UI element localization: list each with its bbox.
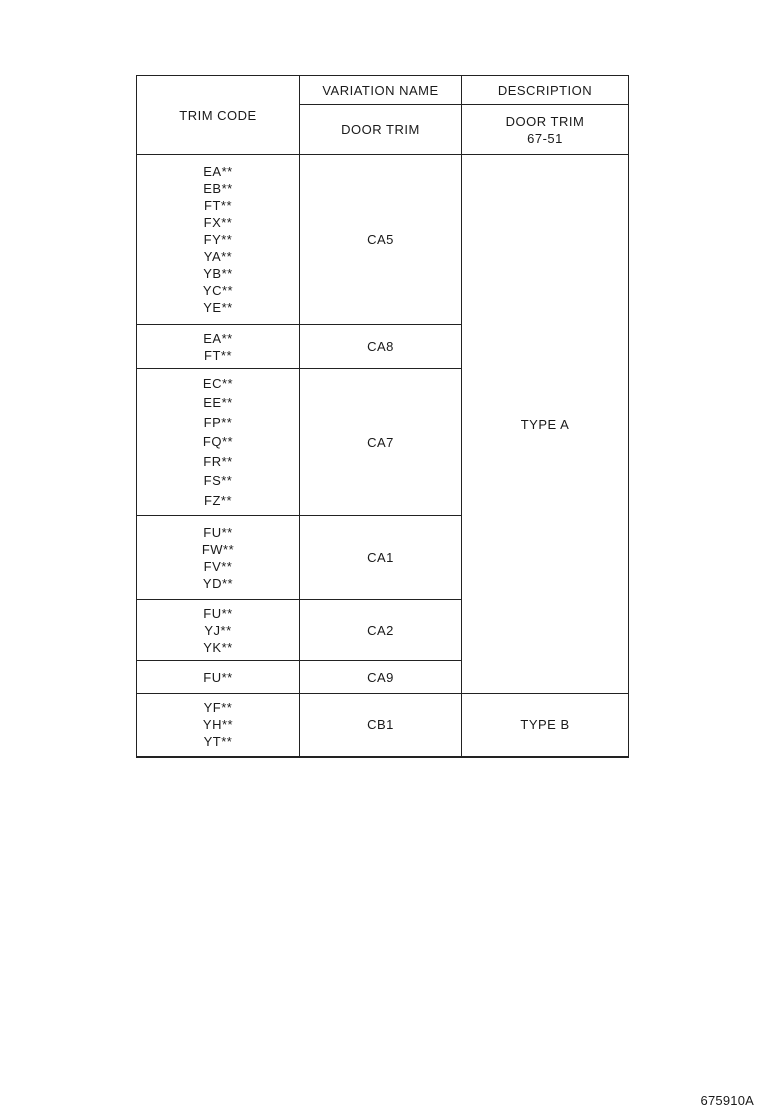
trim-code: FV** — [203, 558, 233, 574]
variation-cell: CA9 — [300, 661, 462, 694]
description-subheader-line2: 67-51 — [527, 130, 563, 146]
trim-codes-cell — [137, 325, 300, 369]
trim-code: YC** — [202, 283, 234, 298]
trim-code: EE** — [203, 395, 233, 411]
trim-code: FZ** — [204, 492, 232, 508]
trim-code: FU** — [203, 605, 233, 621]
trim-codes-cell — [137, 694, 300, 757]
trim-code: FS** — [203, 473, 233, 489]
trim-code: FQ** — [202, 434, 234, 450]
trim-codes-cell — [137, 516, 300, 600]
trim-code: EA** — [203, 330, 233, 346]
variation-name-header: VARIATION NAME — [300, 76, 462, 105]
variation-cell: CA1 — [300, 516, 462, 600]
variation-subheader: DOOR TRIM — [300, 105, 462, 155]
description-subheader-line1: DOOR TRIM — [505, 113, 585, 129]
trim-code: YT** — [203, 734, 233, 750]
variation-cell: CB1 — [300, 694, 462, 757]
trim-code: YK** — [203, 639, 233, 655]
trim-code: FP** — [203, 414, 233, 430]
trim-code-header: TRIM CODE — [137, 76, 300, 155]
trim-code: YD** — [202, 575, 234, 591]
table-row — [137, 155, 629, 325]
trim-code: YJ** — [204, 622, 232, 638]
description-subheader — [462, 105, 629, 155]
trim-code: FT** — [204, 347, 232, 363]
description-type-a: TYPE A — [462, 155, 629, 694]
trim-codes-cell — [137, 369, 300, 516]
trim-codes-cell — [137, 600, 300, 661]
trim-code: FR** — [203, 453, 233, 469]
variation-cell: CA8 — [300, 325, 462, 369]
trim-code: YH** — [202, 717, 234, 733]
trim-code: YB** — [203, 266, 233, 281]
variation-cell: CA5 — [300, 155, 462, 325]
trim-code: FY** — [203, 232, 233, 247]
description-type-b: TYPE B — [462, 694, 629, 757]
trim-code: EC** — [202, 375, 234, 391]
description-header: DESCRIPTION — [462, 76, 629, 105]
trim-code: EA** — [203, 164, 233, 179]
trim-code: FX** — [203, 215, 233, 230]
trim-code: FT** — [204, 198, 232, 213]
trim-code: FU** — [203, 669, 233, 685]
trim-code: EB** — [203, 181, 233, 196]
trim-code: FU** — [203, 524, 233, 540]
trim-code: FW** — [201, 541, 235, 557]
trim-codes-cell — [137, 661, 300, 694]
figure-reference-number: 675910A — [700, 1093, 754, 1108]
trim-codes-cell — [137, 155, 300, 325]
trim-code: YF** — [203, 700, 233, 716]
trim-code: YA** — [203, 249, 233, 264]
variation-cell: CA7 — [300, 369, 462, 516]
table-row — [137, 694, 629, 757]
trim-code: YE** — [203, 300, 233, 315]
variation-cell: CA2 — [300, 600, 462, 661]
trim-variation-table — [136, 75, 629, 758]
